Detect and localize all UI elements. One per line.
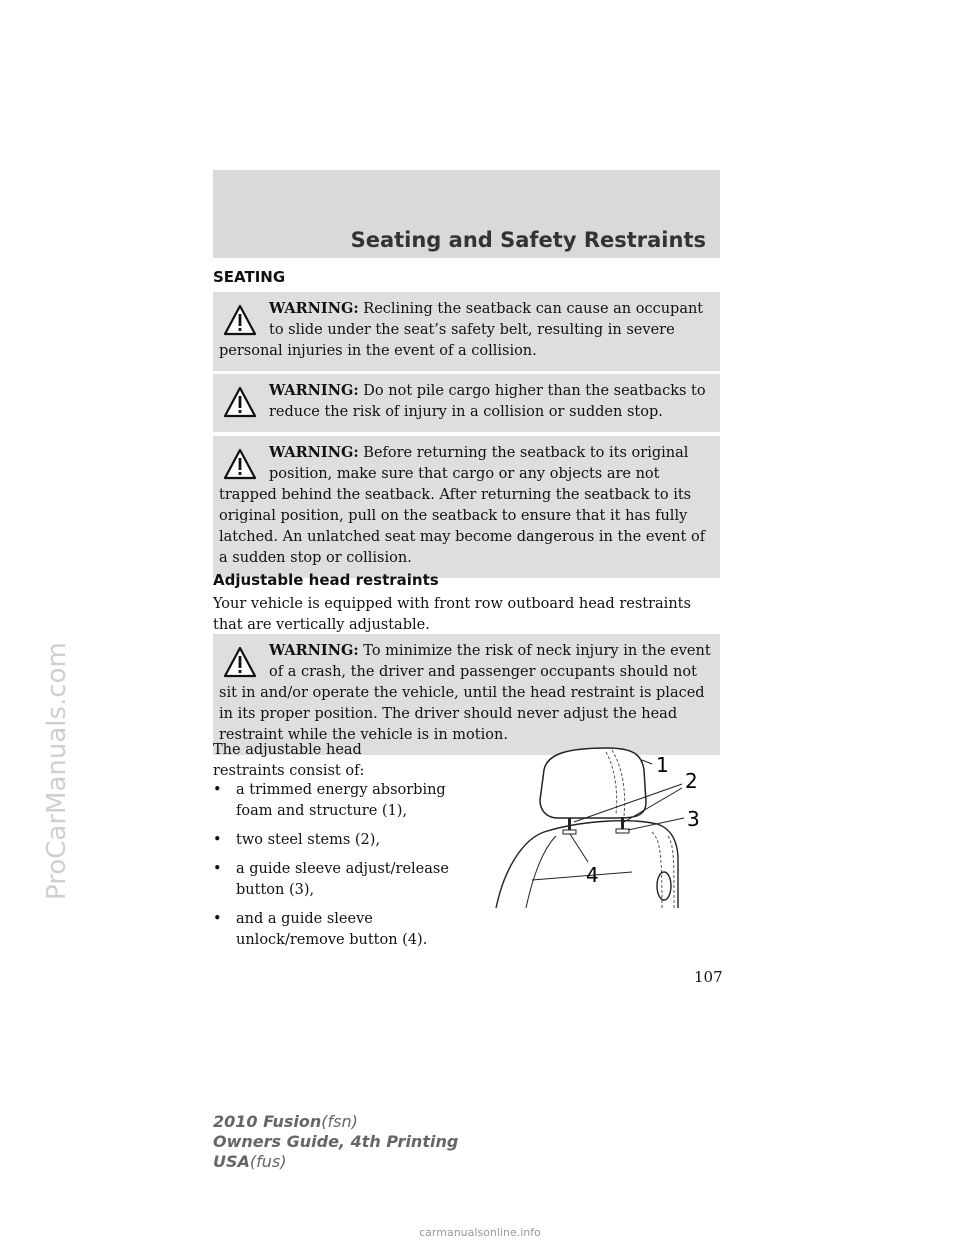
- bullet: •: [213, 861, 222, 877]
- list-item: • two steel stems (2),: [213, 830, 473, 851]
- seating-heading: SEATING: [213, 268, 286, 286]
- bullet: •: [213, 911, 222, 927]
- side-watermark: ProCarManuals.com: [42, 642, 72, 900]
- warning-box-1: [213, 292, 720, 371]
- recline-handle: [657, 872, 671, 900]
- warning-box-2: [213, 374, 720, 432]
- section-title: Seating and Safety Restraints: [350, 228, 706, 252]
- bottom-watermark: carmanualsonline.info: [419, 1226, 541, 1239]
- list-item: • a guide sleeve adjust/release button (3),: [213, 861, 449, 898]
- footer-model-code: (fsn): [321, 1112, 358, 1131]
- footer-market: USA: [213, 1152, 250, 1171]
- list-item: • and a guide sleeve unlock/remove button (4).: [213, 911, 428, 948]
- list-item: • a trimmed energy absorbing foam and structure (1),: [213, 782, 446, 819]
- warning-text: Reclining the seatback can cause an occupant to slide under the seat’s safety belt, resulting in severe personal injuries in the event of a collision.: [219, 301, 704, 359]
- warning-icon: [223, 646, 257, 678]
- guide-sleeve: [563, 830, 576, 834]
- footer-printing: Owners Guide, 4th Printing: [213, 1132, 459, 1151]
- consist-of-text: The adjustable head restraints consist of:: [213, 742, 365, 779]
- warning-box-4: [213, 634, 720, 755]
- warning-text: Before returning the seatback to its original position, make sure that cargo or any objects are not trapped behind the seatback. After returning the seatback to its original position, pull on the seatback to ensure that it has fully latched. An unlatched seat may become dangerous in the event of a sudden stop or collision.: [219, 445, 706, 566]
- warning-icon: [223, 448, 257, 480]
- bullet: •: [213, 782, 222, 798]
- callout-1: 1: [656, 753, 669, 777]
- head-restraints-heading: Adjustable head restraints: [213, 571, 439, 589]
- leader-line: [628, 818, 684, 830]
- warning-icon: [223, 304, 257, 336]
- warning-label: WARNING:: [269, 642, 359, 659]
- section-header-band: [213, 170, 720, 258]
- callout-4: 4: [586, 863, 599, 887]
- head-restraint-illustration: [492, 740, 722, 915]
- footer-market-code: (fus): [249, 1152, 287, 1171]
- head-restraints-intro: Your vehicle is equipped with front row outboard head restraints that are vertically adjustable.: [213, 596, 691, 633]
- page-number: 107: [694, 968, 723, 986]
- callout-2: 2: [685, 769, 698, 793]
- warning-text: Do not pile cargo higher than the seatbacks to reduce the risk of injury in a collision or sudden stop.: [269, 383, 706, 420]
- footer-model: 2010 Fusion: [213, 1112, 322, 1131]
- callout-3: 3: [687, 807, 700, 831]
- component-list: [213, 780, 473, 959]
- bullet: •: [213, 832, 222, 848]
- warning-label: WARNING:: [269, 444, 359, 461]
- guide-sleeve: [616, 829, 629, 833]
- leader-line: [570, 834, 588, 862]
- seat-seam: [526, 836, 556, 908]
- warning-label: WARNING:: [269, 300, 359, 317]
- footer-info: [213, 1112, 458, 1172]
- warning-text: To minimize the risk of neck injury in the event of a crash, the driver and passenger occupants should not sit in and/or operate the vehicle, until the head restraint is placed in its proper position. The driver should never adjust the head restraint while the vehicle is in motion.: [219, 643, 711, 743]
- head-restraint-foam: [540, 748, 646, 818]
- warning-label: WARNING:: [269, 382, 359, 399]
- warning-icon: [223, 386, 257, 418]
- seat-seam: [652, 832, 662, 908]
- leader-line: [642, 760, 652, 764]
- warning-box-3: [213, 436, 720, 578]
- seat-seam: [532, 872, 632, 880]
